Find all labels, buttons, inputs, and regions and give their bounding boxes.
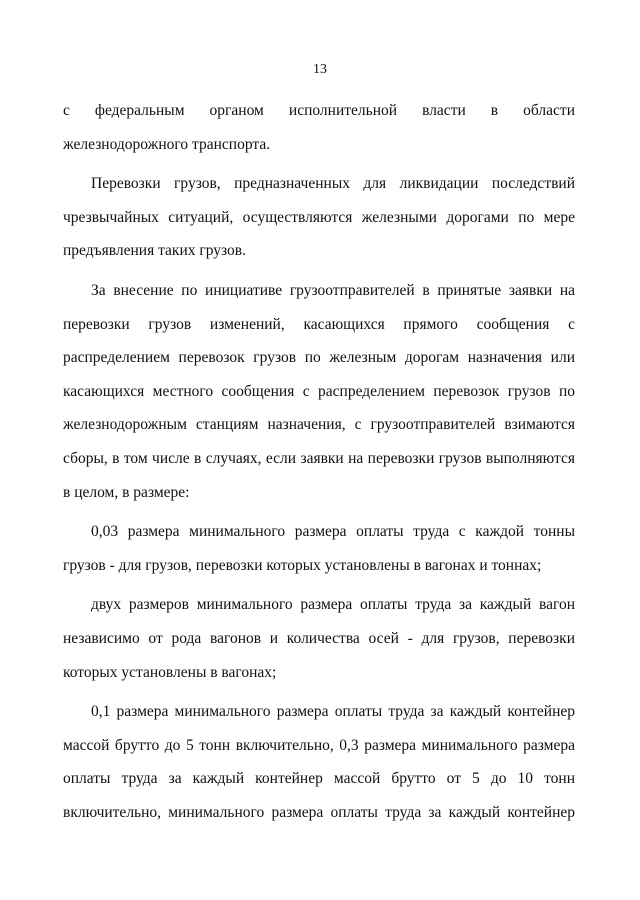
paragraph [63, 167, 575, 268]
text-line: сборы, в том числе в случаях, если заявки на перевозки грузов выполняются [63, 449, 575, 467]
paragraph [63, 515, 575, 582]
text-line: двух размеров минимального размера оплаты труда за каждый вагон [91, 596, 575, 614]
text-line: включительно, минимального размера оплаты труда за каждый контейнер [63, 803, 575, 821]
text-line: независимо от рода вагонов и количества осей - для грузов, перевозки [63, 629, 575, 647]
text-line: распределением перевозок грузов по железным дорогам назначения или [63, 349, 575, 367]
page-number: 13 [313, 62, 327, 77]
text-line: За внесение по инициативе грузоотправителей в принятые заявки на [91, 281, 575, 299]
text-line: в целом, в размере: [63, 483, 190, 501]
text-line: 0,03 размера минимального размера оплаты труда с каждой тонны [91, 523, 575, 541]
text-line: с федеральным органом исполнительной власти в области [63, 102, 575, 119]
text-line: железнодорожного транспорта. [63, 135, 271, 153]
text-line: железнодорожным станциям назначения, с грузоотправителей взимаются [63, 416, 575, 434]
text-line: касающихся местного сообщения с распределением перевозок грузов по [63, 382, 575, 400]
text-line: перевозки грузов изменений, касающихся прямого сообщения с [63, 315, 575, 333]
text-line: массой брутто до 5 тонн включительно, 0,3 размера минимального размера [63, 736, 575, 754]
document-body [63, 94, 575, 835]
text-line: которых установлены в вагонах; [63, 663, 277, 681]
text-line: чрезвычайных ситуаций, осуществляются железными дорогами по мере [63, 208, 575, 226]
paragraph [63, 588, 575, 689]
text-line: оплаты труда за каждый контейнер массой брутто от 5 до 10 тонн [63, 770, 575, 788]
text-line: грузов - для грузов, перевозки которых установлены в вагонах и тоннах; [63, 556, 542, 574]
text-line: предъявления таких грузов. [63, 242, 246, 260]
paragraph [63, 695, 575, 829]
paragraph [63, 274, 575, 509]
text-line: 0,1 размера минимального размера оплаты труда за каждый контейнер [91, 703, 575, 721]
paragraph [63, 94, 575, 161]
text-line: Перевозки грузов, предназначенных для ликвидации последствий [91, 175, 575, 193]
